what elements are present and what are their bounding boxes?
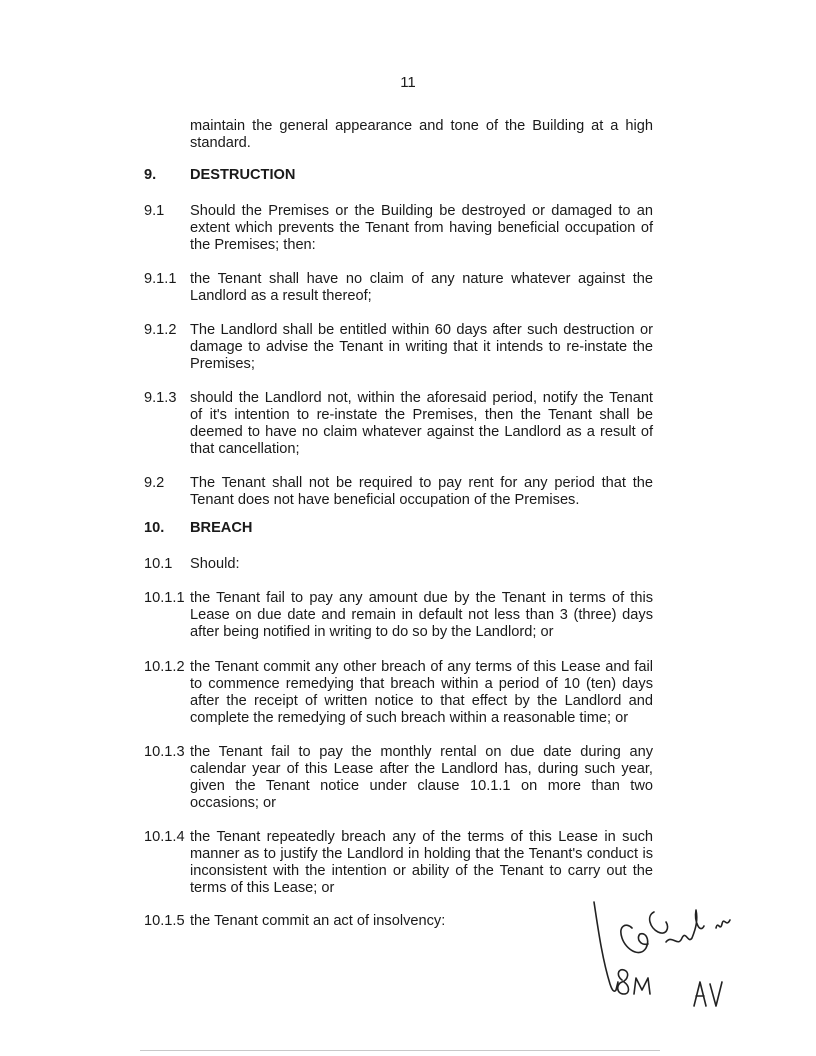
clause-line: Tenant does not have beneficial occupation of the Premises.: [190, 492, 580, 508]
clause-line: The Landlord shall be entitled within 60 days after such destruction or: [190, 322, 653, 338]
clause-number: 9.2: [144, 475, 165, 491]
clause-number: 9.1.1: [144, 271, 177, 287]
clause-line: Lease on due date and remain in default not less than 3 (three) days: [190, 607, 653, 623]
clause-line: the Tenant shall have no claim of any nature whatever against the: [190, 271, 653, 287]
section-number: 10.: [144, 520, 165, 536]
clause-line: the Tenant commit an act of insolvency:: [190, 913, 446, 929]
intro-line: maintain the general appearance and tone of the Building at a high: [190, 118, 653, 134]
signature-stroke-loop: [621, 925, 648, 952]
page-number: 11: [400, 74, 416, 91]
clause-line: extent which prevents the Tenant from having beneficial occupation of: [190, 220, 653, 236]
clause-number: 10.1.2: [144, 659, 185, 675]
clause-number: 10.1.3: [144, 744, 185, 760]
clause-line: complete the remedying of such breach within a reasonable time; or: [190, 710, 629, 726]
footer-divider: [140, 1050, 660, 1051]
clause-line: that cancellation;: [190, 441, 300, 457]
clause-line: after the receipt of written notice to that effect by the Landlord and: [190, 693, 653, 709]
clause-number: 10.1: [144, 556, 173, 572]
clause-line: the Tenant fail to pay the monthly rental on due date during any: [190, 744, 653, 760]
clause-line: of it's intention to re-instate the Premises, then the Tenant shall be: [190, 407, 653, 423]
clause-line: the Tenant repeatedly breach any of the terms of this Lease in such: [190, 829, 653, 845]
section-title: DESTRUCTION: [190, 167, 296, 183]
initials-8m: [618, 970, 650, 994]
initials-av: [694, 982, 722, 1006]
clause-line: manner as to justify the Landlord in holding that the Tenant's conduct is: [190, 846, 653, 862]
section-title: BREACH: [190, 520, 253, 536]
handwritten-signatures: [588, 898, 768, 1028]
clause-number: 9.1.3: [144, 390, 177, 406]
clause-line: should the Landlord not, within the aforesaid period, notify the Tenant: [190, 390, 653, 406]
clause-line: occasions; or: [190, 795, 276, 811]
clause-number: 10.1.4: [144, 829, 185, 845]
clause-line: the Tenant fail to pay any amount due by the Tenant in terms of this: [190, 590, 653, 606]
clause-line: terms of this Lease; or: [190, 880, 335, 896]
clause-line: to commence remedying that breach within a period of 10 (ten) days: [190, 676, 653, 692]
signature-stroke-long: [594, 902, 618, 991]
clause-line: given the Tenant notice under clause 10.1.1 on more than two: [190, 778, 653, 794]
signature-stroke-loop: [650, 912, 668, 933]
signature-stroke-script: [716, 920, 730, 928]
clause-number: 10.1.1: [144, 590, 185, 606]
clause-line: the Tenant commit any other breach of any terms of this Lease and fail: [190, 659, 653, 675]
clause-number: 10.1.5: [144, 913, 185, 929]
clause-line: after being notified in writing to do so by the Landlord; or: [190, 624, 554, 640]
clause-line: deemed to have no claim whatever against the Landlord as a result of: [190, 424, 653, 440]
clause-number: 9.1: [144, 203, 165, 219]
clause-line: The Tenant shall not be required to pay rent for any period that the: [190, 475, 653, 491]
clause-line: damage to advise the Tenant in writing that it intends to re-instate the: [190, 339, 653, 355]
clause-line: Premises;: [190, 356, 255, 372]
clause-number: 9.1.2: [144, 322, 177, 338]
signature-stroke-script: [666, 910, 704, 942]
clause-line: Landlord as a result thereof;: [190, 288, 372, 304]
clause-line: Should the Premises or the Building be destroyed or damaged to an: [190, 203, 653, 219]
section-number: 9.: [144, 167, 157, 183]
clause-line: Should:: [190, 556, 240, 572]
clause-line: the Premises; then:: [190, 237, 316, 253]
clause-line: calendar year of this Lease after the Landlord has, during such year,: [190, 761, 653, 777]
intro-line: standard.: [190, 135, 251, 151]
clause-line: inconsistent with the intention or ability of the Tenant to carry out the: [190, 863, 653, 879]
